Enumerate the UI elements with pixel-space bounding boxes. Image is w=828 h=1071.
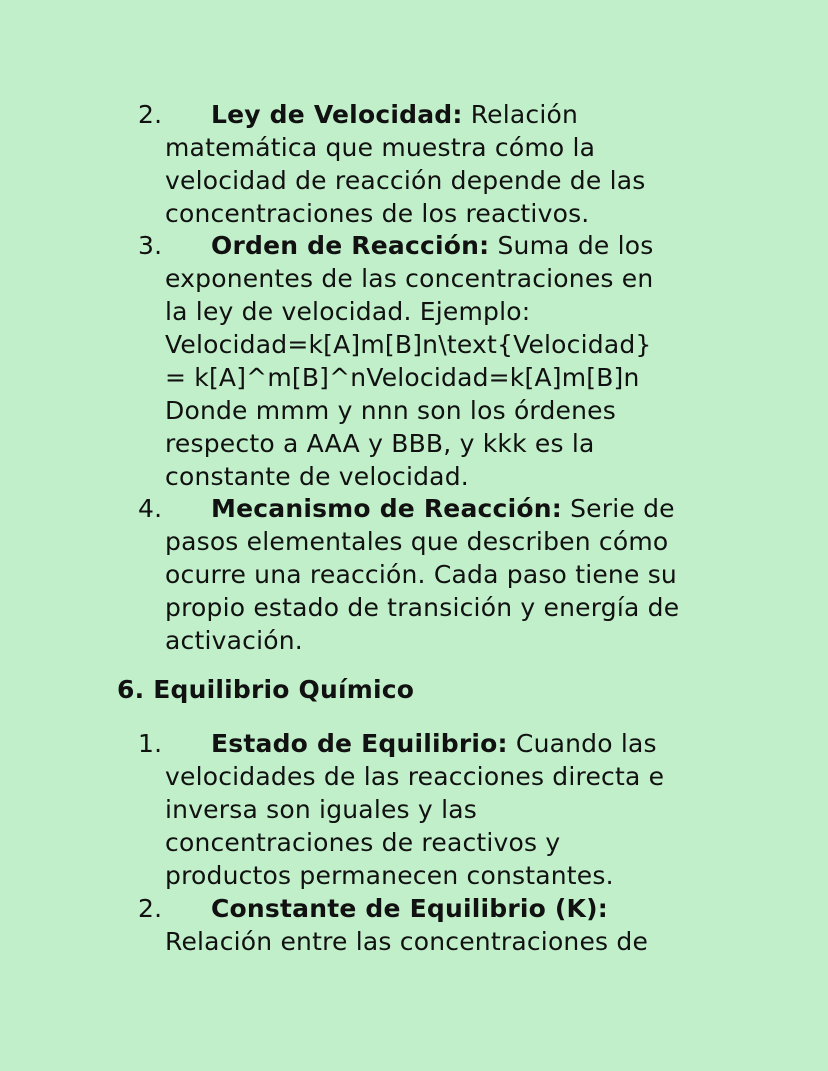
list-item-first-line bbox=[138, 727, 728, 760]
definition-line: inversa son iguales y las bbox=[165, 795, 477, 824]
definition-text: Suma de los bbox=[489, 231, 654, 260]
list-item-first-line bbox=[138, 98, 728, 131]
definition-line: constante de velocidad. bbox=[165, 462, 469, 491]
definition-line: ocurre una reacción. Cada paso tiene su bbox=[165, 560, 677, 589]
term-label: Ley de Velocidad: bbox=[211, 100, 463, 129]
list-number: 3. bbox=[138, 231, 163, 260]
list-item-first-line bbox=[138, 229, 728, 262]
definition-line: Donde mmm y nnn son los órdenes bbox=[165, 396, 616, 425]
term-label: Orden de Reacción: bbox=[211, 231, 490, 260]
definition-line: matemática que muestra cómo la bbox=[165, 133, 596, 162]
formula-line: Velocidad=k[A]m[B]n\text{Velocidad} bbox=[165, 330, 652, 359]
list-number: 2. bbox=[138, 894, 163, 923]
list-item-mecanismo-de-reaccion bbox=[138, 492, 728, 657]
list-number: 2. bbox=[138, 100, 163, 129]
definition-line: exponentes de las concentraciones en bbox=[165, 264, 654, 293]
term-label: Mecanismo de Reacción: bbox=[211, 494, 562, 523]
list-item-ley-de-velocidad bbox=[138, 98, 728, 230]
definition-line: la ley de velocidad. Ejemplo: bbox=[165, 297, 531, 326]
definition-line: productos permanecen constantes. bbox=[165, 861, 614, 890]
definition-line: pasos elementales que describen cómo bbox=[165, 527, 669, 556]
section-heading: 6. Equilibrio Químico bbox=[117, 675, 415, 704]
definition-line: concentraciones de los reactivos. bbox=[165, 199, 590, 228]
definition-line: respecto a AAA y BBB, y kkk es la bbox=[165, 429, 595, 458]
term-label: Constante de Equilibrio (K): bbox=[211, 894, 608, 923]
definition-line: velocidades de las reacciones directa e bbox=[165, 762, 665, 791]
list-item-first-line bbox=[138, 892, 728, 925]
definition-line: velocidad de reacción depende de las bbox=[165, 166, 646, 195]
list-item-first-line bbox=[138, 492, 728, 525]
list-item-orden-de-reaccion bbox=[138, 229, 728, 493]
list-number: 1. bbox=[138, 729, 163, 758]
definition-text: Relación bbox=[462, 100, 579, 129]
definition-line: propio estado de transición y energía de bbox=[165, 593, 680, 622]
list-item-estado-de-equilibrio bbox=[138, 727, 728, 892]
definition-line: Relación entre las concentraciones de bbox=[165, 927, 649, 956]
definition-line: activación. bbox=[165, 626, 303, 655]
term-label: Estado de Equilibrio: bbox=[211, 729, 508, 758]
definition-line: concentraciones de reactivos y bbox=[165, 828, 561, 857]
list-item-constante-de-equilibrio bbox=[138, 892, 728, 958]
definition-text: Cuando las bbox=[507, 729, 657, 758]
definition-text: Serie de bbox=[561, 494, 675, 523]
list-number: 4. bbox=[138, 494, 163, 523]
formula-line: = k[A]^m[B]^nVelocidad=k[A]m[B]n bbox=[165, 363, 640, 392]
